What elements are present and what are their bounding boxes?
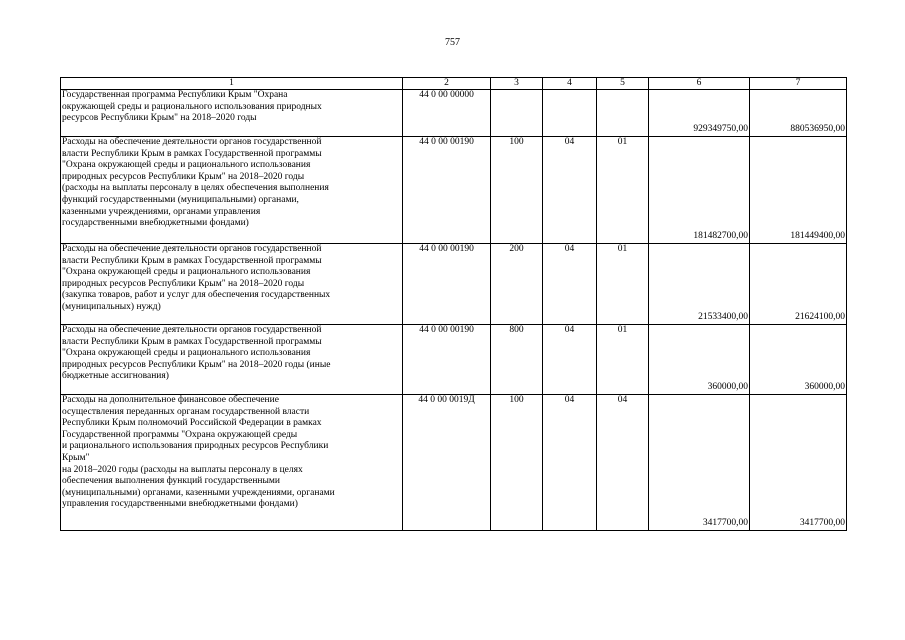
subsection-code: 01 — [597, 244, 649, 325]
subsection-code: 04 — [597, 395, 649, 531]
target-article-code: 44 0 00 00190 — [403, 137, 491, 244]
expense-type-code: 100 — [491, 395, 543, 531]
column-header: 1 — [61, 78, 403, 90]
amount-column-6: 21533400,00 — [649, 244, 750, 325]
subsection-code: 01 — [597, 325, 649, 395]
amount-column-7: 360000,00 — [750, 325, 847, 395]
expense-name-cell — [61, 244, 403, 325]
expense-name-cell — [61, 90, 403, 137]
expense-name-cell — [61, 395, 403, 531]
expense-name: Расходы на обеспечение деятельности органов государственной власти Республики Крым в рамках Государственной программы "Охрана окружающей среды и рационального использования природных ресурсов Республики Крым" на 2018–2020 годы (закупка товаров, работ и услуг для обеспечения государственных (муниципальных) нужд) — [62, 244, 331, 312]
column-header: 5 — [597, 78, 649, 90]
subsection-code — [597, 90, 649, 137]
target-article-code: 44 0 00 00190 — [403, 325, 491, 395]
table-row — [61, 90, 847, 137]
amount-column-7: 3417700,00 — [750, 395, 847, 531]
table-row — [61, 137, 847, 244]
expense-type-code: 200 — [491, 244, 543, 325]
amount-column-6: 181482700,00 — [649, 137, 750, 244]
target-article-code: 44 0 00 00190 — [403, 244, 491, 325]
page-number: 757 — [445, 37, 460, 48]
expense-name-cell — [61, 325, 403, 395]
column-header: 6 — [649, 78, 750, 90]
subsection-code: 01 — [597, 137, 649, 244]
table-row — [61, 325, 847, 395]
target-article-code: 44 0 00 00000 — [403, 90, 491, 137]
expense-name: Государственная программа Республики Крым "Охрана окружающей среды и рационального использования природных ресурсов Республики Крым" на 2018–2020 годы — [62, 90, 322, 124]
column-header: 7 — [750, 78, 847, 90]
section-code: 04 — [543, 137, 597, 244]
amount-column-7: 181449400,00 — [750, 137, 847, 244]
section-code: 04 — [543, 395, 597, 531]
table-row — [61, 244, 847, 325]
column-header: 3 — [491, 78, 543, 90]
target-article-code: 44 0 00 0019Д — [403, 395, 491, 531]
section-code: 04 — [543, 244, 597, 325]
amount-column-6: 929349750,00 — [649, 90, 750, 137]
section-code — [543, 90, 597, 137]
amount-column-7: 880536950,00 — [750, 90, 847, 137]
column-header: 2 — [403, 78, 491, 90]
expense-type-code: 800 — [491, 325, 543, 395]
section-code: 04 — [543, 325, 597, 395]
amount-column-6: 360000,00 — [649, 325, 750, 395]
column-header: 4 — [543, 78, 597, 90]
expense-name: Расходы на обеспечение деятельности органов государственной власти Республики Крым в рамках Государственной программы "Охрана окружающей среды и рационального использования природных ресурсов Республики Крым" на 2018–2020 годы (расходы на выплаты персоналу в целях обеспечения выполнения функций государственными (муниципальными) органами, казенными учреждениями, органами управления государственными внебюджетными фондами) — [62, 137, 329, 229]
amount-column-7: 21624100,00 — [750, 244, 847, 325]
budget-table — [60, 77, 847, 531]
amount-column-6: 3417700,00 — [649, 395, 750, 531]
expense-type-code — [491, 90, 543, 137]
expense-type-code: 100 — [491, 137, 543, 244]
expense-name-cell — [61, 137, 403, 244]
expense-name: Расходы на обеспечение деятельности органов государственной власти Республики Крым в рамках Государственной программы "Охрана окружающей среды и рационального использования природных ресурсов Республики Крым" на 2018–2020 годы (иные бюджетные ассигнования) — [62, 325, 331, 382]
table-row — [61, 395, 847, 531]
column-number-header-row — [61, 78, 847, 90]
expense-name: Расходы на дополнительное финансовое обеспечение осуществления переданных органам государственной власти Республики Крым полномочий Российской Федерации в рамках Государственной программы "Охрана окружающей среды и рационального использования природных ресурсов Республики Крым" на 2018–2020 годы (расходы на выплаты персоналу в целях обеспечения выполнения функций государственными (муниципальными) органами, казенными учреждениями, органами управления государственными внебюджетными фондами) — [62, 395, 335, 510]
